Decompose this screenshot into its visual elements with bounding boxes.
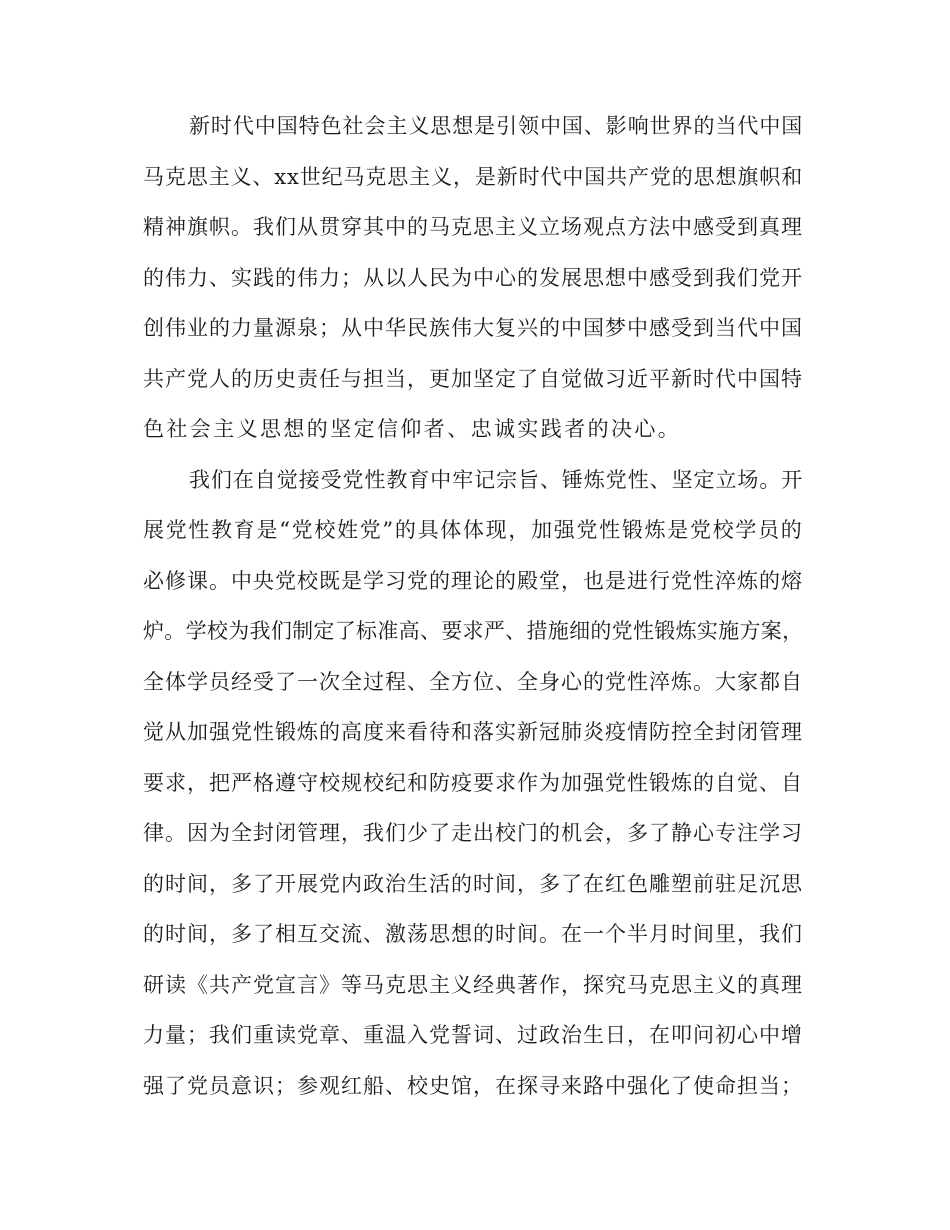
text-line: 研读《共产党宣言》等马克思主义经典著作，探究马克思主义的真理 (143, 972, 803, 997)
text-line: 必修课。中央党校既是学习党的理论的殿堂，也是进行党性淬炼的熔 (143, 568, 803, 593)
text-line: 共产党人的历史责任与担当，更加坚定了自觉做习近平新时代中国特 (143, 366, 803, 391)
text-line: 炉。学校为我们制定了标准高、要求严、措施细的党性锻炼实施方案， (143, 619, 804, 643)
text-line: 马克思主义、xx世纪马克思主义，是新时代中国共产党的思想旗帜和 (143, 164, 804, 189)
text-line: 我们在自觉接受党性教育中牢记宗旨、锤炼党性、坚定立场。开 (189, 467, 804, 492)
text-line: 创伟业的力量源泉；从中华民族伟大复兴的中国梦中感受到当代中国 (143, 316, 803, 340)
text-line: 展党性教育是“党校姓党”的具体体现，加强党性锻炼是党校学员的 (143, 518, 804, 542)
text-line: 要求，把严格遵守校规校纪和防疫要求作为加强党性锻炼的自觉、自 (143, 770, 803, 795)
text-line: 的时间，多了相互交流、激荡思想的时间。在一个半月时间里，我们 (143, 922, 803, 946)
text-line: 的时间，多了开展党内政治生活的时间，多了在红色雕塑前驻足沉思 (143, 871, 803, 896)
text-line: 色社会主义思想的坚定信仰者、忠诚实践者的决心。 (143, 417, 682, 441)
document-body (143, 101, 804, 1111)
text-line: 新时代中国特色社会主义思想是引领中国、影响世界的当代中国 (189, 114, 804, 138)
paragraph-2 (143, 455, 804, 1112)
text-line: 力量；我们重读党章、重温入党誓词、过政治生日，在叩问初心中增 (143, 1023, 803, 1047)
text-line: 全体学员经受了一次全过程、全方位、全身心的党性淬炼。大家都自 (143, 669, 803, 694)
paragraph-1 (143, 101, 804, 455)
text-line: 的伟力、实践的伟力；从以人民为中心的发展思想中感受到我们党开 (143, 265, 803, 290)
text-line: 律。因为全封闭管理，我们少了走出校门的机会，多了静心专注学习 (143, 821, 803, 845)
text-line: 强了党员意识；参观红船、校史馆，在探寻来路中强化了使命担当； (143, 1073, 803, 1098)
text-line: 精神旗帜。我们从贯穿其中的马克思主义立场观点方法中感受到真理 (143, 215, 803, 239)
text-line: 觉从加强党性锻炼的高度来看待和落实新冠肺炎疫情防控全封闭管理 (143, 720, 803, 744)
